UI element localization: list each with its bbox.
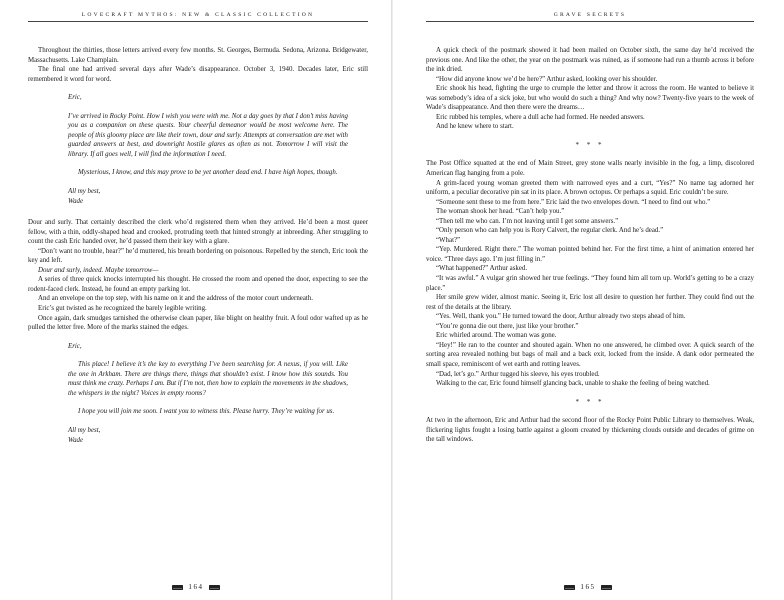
folio-number: 165 bbox=[580, 583, 596, 591]
ornament-icon bbox=[564, 585, 575, 590]
letter-body: This place! I believe it’s the key to everything I’ve been searching for. A nexus, if you will. Like the one in Arkham. There are things there, things that shouldn’t exist. I know how this sounds. You must think me crazy. Perhaps I am. But if I’m not, then how to explain the movements in the shadows, the whispers in the night? Voices in empty rooms? bbox=[68, 361, 348, 397]
paragraph: Her smile grew wider, almost manic. Seeing it, Eric lost all desire to question her further. They could find out the rest of the details at the library. bbox=[426, 294, 754, 311]
paragraph: “What happened?” Arthur asked. bbox=[436, 265, 528, 273]
scene-break: * * * bbox=[575, 140, 605, 149]
running-header-left: LOVECRAFT MYTHOS: NEW & CLASSIC COLLECTION bbox=[28, 12, 368, 22]
ornament-icon bbox=[209, 585, 220, 590]
paragraph: “Someone sent these to me from here.” Eric laid the two envelopes down. “I need to find out who.” bbox=[436, 198, 711, 206]
paragraph: “It was awful.” A vulgar grin showed her true feelings. “They found him all torn up. World’s getting to be a crazy place.” bbox=[426, 275, 754, 292]
paragraph: A grim-faced young woman greeted them with narrowed eyes and a curt, “Yes?” No name tag adorned her uniform, a peculiar decorative pin sat in its place. A brown octopus. Or perhaps a squid. Eric couldn’t be sure. bbox=[426, 179, 754, 197]
paragraph: The final one had arrived several days after Wade’s disappearance. October 3, 1940. Decades later, Eric still remembered it word for word. bbox=[28, 66, 368, 83]
paragraph: Once again, dark smudges tarnished the otherwise clean paper, like blight on healthy fruit. A foul odor wafted up as he pulled the letter free. More of the marks stained the edges. bbox=[28, 314, 368, 332]
paragraph: Eric shook his head, fighting the urge to crumple the letter and throw it across the room. He wanted to believe it was somebody’s idea of a sick joke, but who would do such a thing? And why now? Twenty-five years to the week of Wade’s disappearance. And then there were the dreams… bbox=[426, 85, 754, 112]
letter-closing: All my best, bbox=[68, 426, 101, 434]
scene-break: * * * bbox=[575, 397, 605, 406]
paragraph: “Dad, let’s go.” Arthur tugged his sleeve, his eyes troubled. bbox=[436, 370, 600, 378]
folio-number: 164 bbox=[188, 583, 204, 591]
letter-salutation: Eric, bbox=[68, 342, 82, 350]
letter-salutation: Eric, bbox=[68, 94, 82, 102]
paragraph: “How did anyone know we’d be here?” Arthur asked, looking over his shoulder. bbox=[436, 75, 658, 83]
paragraph: And an envelope on the top step, with his name on it and the address of the motor court underneath. bbox=[38, 295, 313, 303]
paragraph: Eric whirled around. The woman was gone. bbox=[436, 332, 557, 340]
paragraph: Eric’s gut twisted as he recognized the barely legible writing. bbox=[38, 305, 207, 313]
paragraph: “You’re gonna die out there, just like your brother.” bbox=[436, 322, 579, 330]
page-number-left bbox=[0, 583, 392, 591]
paragraph: “Yep. Murdered. Right there.” The woman pointed behind her. For the first time, a hint of animation entered her voice. “Three days ago. I’m just filling in.” bbox=[426, 246, 754, 263]
ornament-icon bbox=[172, 585, 183, 590]
paragraph: Dour and surly. That certainly described the clerk who’d registered them when they arrived. He’d been a most queer fellow, with a thin, oddly-shaped head and crooked, protruding teeth that hinted strongly at inbreeding. After struggling to count the cash Eric handed over, he’d passed them their key with a glare. bbox=[28, 219, 368, 246]
paragraph: Walking to the car, Eric found himself glancing back, unable to shake the feeling of being watched. bbox=[436, 380, 710, 388]
ornament-icon bbox=[601, 585, 612, 590]
letter-signature: Wade bbox=[68, 197, 84, 205]
letter-body: I’ve arrived in Rocky Point. How I wish you were with me. Not a day goes by that I don’t miss having you as a companion on these quests. Your cheerful demeanor would be most welcome here. The people of this gloomy place are like their town, dour and surly. Attempts at conversation are met with guarded answers at best, and downright hostile glares as often as not. Tomorrow I will visit the library. If all goes well, I will find the information I need. bbox=[68, 112, 348, 158]
paragraph: “Only person who can help you is Rory Calvert, the regular clerk. And he’s dead.” bbox=[436, 227, 664, 235]
paragraph: A quick check of the postmark showed it had been mailed on October sixth, the same day he’d received the previous one. And like the other, the year on the postmark was ruined, as if someone had run a thumb across it before the ink dried. bbox=[426, 47, 754, 74]
paragraph: Throughout the thirties, those letters arrived every few months. St. Georges, Bermuda. Sedona, Arizona. Bridgewater, Massachusetts. Lake Champlain. bbox=[28, 47, 368, 64]
paragraph: “Don’t want no trouble, hear?” he’d muttered, his breath bordering on poisonous. Repelled by the stench, Eric took the key and left. bbox=[28, 247, 368, 265]
letter-signature: Wade bbox=[68, 436, 84, 444]
paragraph: And he knew where to start. bbox=[436, 123, 514, 131]
paragraph: “Hey!” He ran to the counter and shouted again. When no one answered, he climbed over. A quick search of the sorting area revealed nothing but bags of mail and a back exit, locked from the inside. A dank odor permeated the small space, reminiscent of wet earth and rotting leaves. bbox=[426, 341, 754, 368]
right-page-body bbox=[426, 46, 754, 445]
paragraph: The Post Office squatted at the end of Main Street, grey stone walls nearly invisible in the fog, a limp, discolored American flag hanging from a pole. bbox=[426, 160, 754, 178]
letter-body: I hope you will join me soon. I want you to witness this. Please hurry. They’re waiting for us. bbox=[78, 408, 335, 416]
paragraph: “Then tell me who can. I’m not leaving until I get some answers.” bbox=[436, 217, 619, 225]
letter-closing: All my best, bbox=[68, 188, 101, 196]
paragraph: “What?” bbox=[436, 236, 461, 244]
letter-two bbox=[68, 342, 348, 445]
right-page bbox=[392, 0, 784, 600]
page-number-right bbox=[392, 583, 784, 591]
paragraph: A series of three quick knocks interrupted his thought. He crossed the room and opened the door, expecting to see the rodent-faced clerk. Instead, he found an empty parking lot. bbox=[28, 276, 368, 293]
letter-body: Mysterious, I know, and this may prove to be yet another dead end. I have high hopes, though. bbox=[78, 169, 338, 177]
paragraph: Dour and surly, indeed. Maybe tomorrow— bbox=[38, 266, 159, 274]
paragraph: Eric rubbed his temples, where a dull ache had formed. He needed answers. bbox=[436, 113, 645, 121]
letter-one bbox=[68, 93, 348, 206]
paragraph: At two in the afternoon, Eric and Arthur had the second floor of the Rocky Point Public Library to themselves. Weak, flickering lights fought a losing battle against a gloom created by thickening clouds outside and decades of grime on the tall windows. bbox=[426, 417, 754, 444]
paragraph: The woman shook her head. “Can’t help you.” bbox=[436, 208, 565, 216]
left-page-body bbox=[28, 46, 368, 445]
paragraph: “Yes. Well, thank you.” He turned toward the door, Arthur already two steps ahead of him. bbox=[436, 313, 686, 321]
running-header-right: GRAVE SECRETS bbox=[426, 12, 754, 22]
